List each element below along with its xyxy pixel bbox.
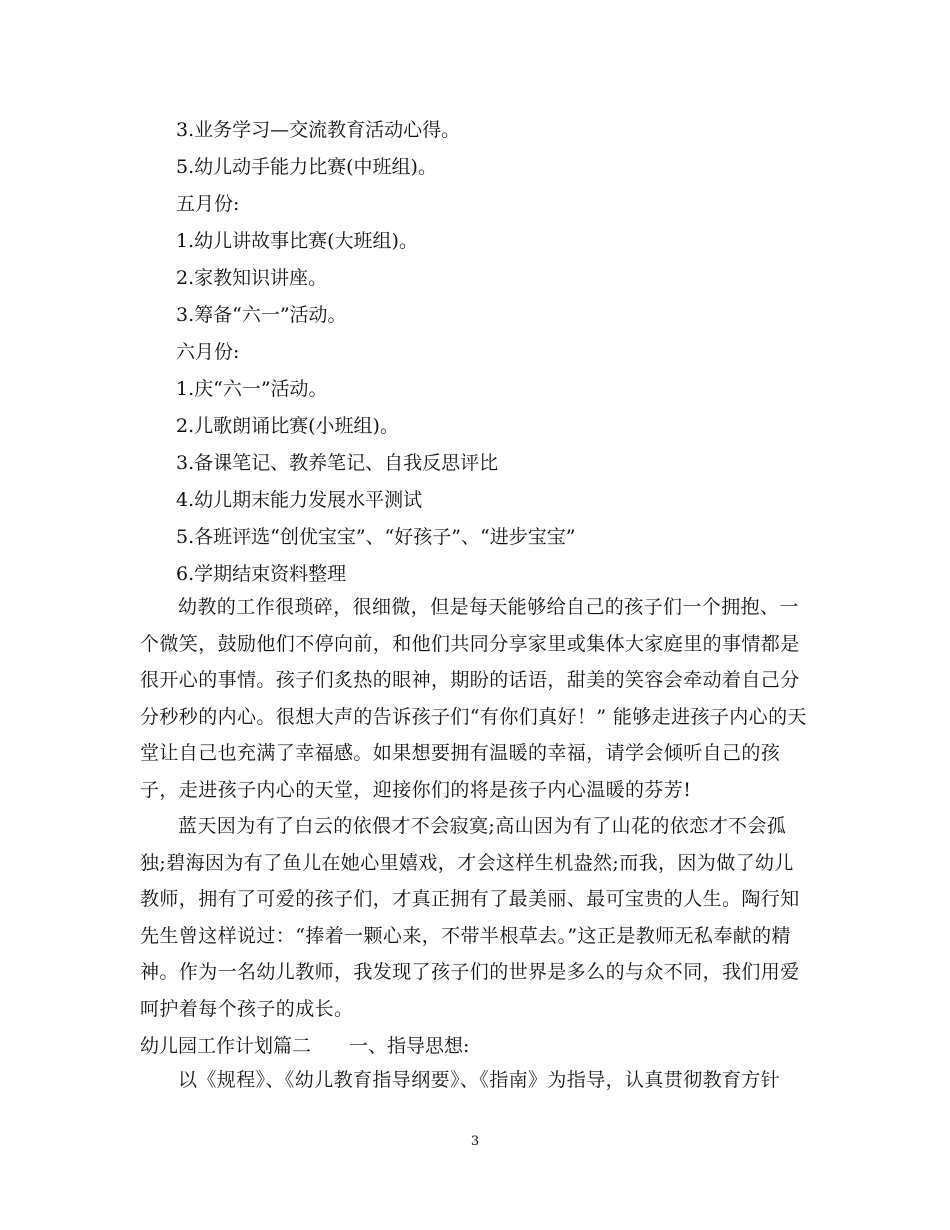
list-item: 5.幼儿动手能力比赛(中班组)。 bbox=[176, 156, 437, 178]
section-heading: 幼儿园工作计划篇二 一、指导思想: bbox=[140, 1035, 470, 1057]
list-item: 2.家教知识讲座。 bbox=[176, 267, 328, 289]
paragraph-teacher-reflection: 蓝天因为有了白云的依偎才不会寂寞;高山因为有了山花的依恋才不会孤独;碧海因为有了鱼儿在她心里嬉戏，才会这样生机盎然;而我，因为做了幼儿教师，拥有了可爱的孩子们，才真正拥有了最美丽、最可宝贵的人生。陶行知先生曾这样说过：“捧着一颗心来，不带半根草去。”这正是教师无私奉献的精神。作为一名幼儿教师，我发现了孩子们的世界是多么的与众不同，我们用爱呵护着每个孩子的成长。 bbox=[140, 815, 800, 1020]
paragraph-guiding-thought: 以《规程》、《幼儿教育指导纲要》、《指南》为指导，认真贯彻教育方针 bbox=[178, 1069, 781, 1091]
list-item: 2.儿歌朗诵比赛(小班组)。 bbox=[176, 415, 399, 437]
month-heading-may: 五月份: bbox=[176, 193, 240, 215]
list-item: 5.各班评选“创优宝宝”、“好孩子”、“进步宝宝” bbox=[176, 526, 576, 548]
paragraph-kindergarten-work: 幼教的工作很琐碎，很细微，但是每天能够给自己的孩子们一个拥抱、一个微笑，鼓励他们不停向前，和他们共同分享家里或集体大家庭里的事情都是很开心的事情。孩子们炙热的眼神，期盼的话语，甜美的笑容会牵动着自己分分秒秒的内心。很想大声的告诉孩子们“有你们真好！” 能够走进孩子内心的天堂让自己也充满了幸福感。如果想要拥有温暖的幸福，请学会倾听自己的孩子，走进孩子内心的天堂，迎接你们的将是孩子内心温暖的芬芳! bbox=[140, 596, 807, 801]
month-heading-june: 六月份: bbox=[176, 341, 240, 363]
list-item: 1.幼儿讲故事比赛(大班组)。 bbox=[176, 230, 418, 252]
list-item: 6.学期结束资料整理 bbox=[176, 563, 347, 585]
list-item: 1.庆“六一”活动。 bbox=[176, 378, 328, 400]
list-item: 3.筹备“六一”活动。 bbox=[176, 304, 347, 326]
list-item: 3.备课笔记、教养笔记、自我反思评比 bbox=[176, 452, 499, 474]
list-item: 4.幼儿期末能力发展水平测试 bbox=[176, 489, 423, 511]
page-number: 3 bbox=[470, 1134, 480, 1149]
list-item: 3.业务学习—交流教育活动心得。 bbox=[176, 119, 461, 141]
